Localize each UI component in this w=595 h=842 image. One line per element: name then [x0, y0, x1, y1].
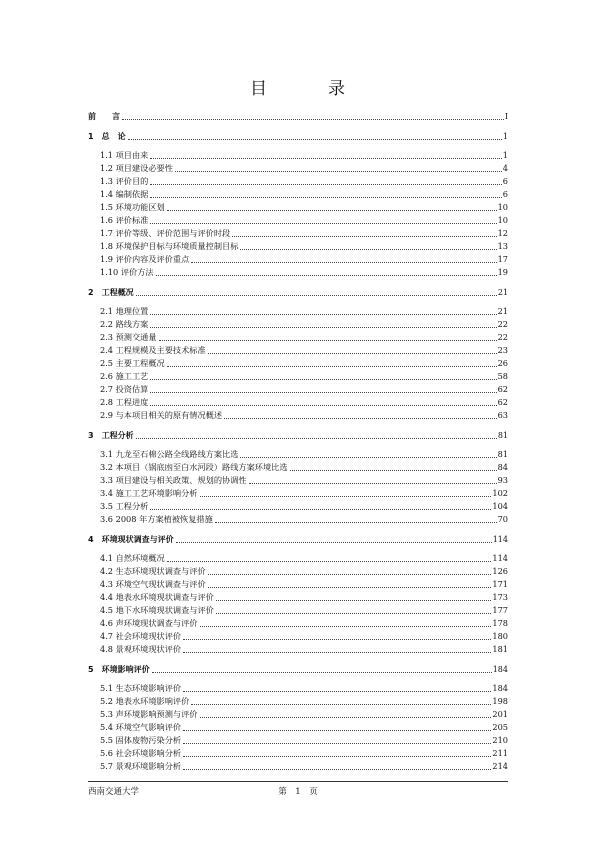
- toc-entry-page: 21: [497, 288, 508, 297]
- toc-dot-leader: [216, 600, 491, 601]
- toc-entry-page: 114: [492, 535, 508, 544]
- toc-dot-leader: [191, 704, 491, 705]
- toc-section-entry[interactable]: [88, 396, 508, 409]
- toc-section-entry[interactable]: [88, 201, 508, 214]
- toc-dot-leader: [249, 483, 497, 484]
- toc-entry-page: 62: [497, 397, 508, 407]
- toc-dot-leader: [191, 262, 496, 263]
- toc-entry-page: 171: [492, 579, 508, 589]
- toc-dot-leader: [290, 470, 497, 471]
- toc-entry-label: 3.6 2008 年方案植被恢复措施: [100, 514, 213, 524]
- toc-entry-page: 181: [492, 644, 508, 654]
- toc-chapter-entry[interactable]: [88, 130, 508, 143]
- toc-entry-label: 5.5 固体废物污染分析: [100, 735, 182, 745]
- toc-entry-label: 2.7 投资估算: [100, 384, 149, 394]
- toc-entry-page: 1: [502, 132, 508, 141]
- toc-entry-label: 1.9 评价内容及评价重点: [100, 254, 190, 264]
- toc-entry-label: 1.6 评价标准: [100, 215, 149, 225]
- toc-section-entry[interactable]: [88, 461, 508, 474]
- toc-dot-leader: [183, 639, 491, 640]
- toc-section-entry[interactable]: [88, 214, 508, 227]
- toc-dot-leader: [150, 405, 496, 406]
- toc-section-entry[interactable]: [88, 500, 508, 513]
- toc-entry-page: 104: [492, 501, 508, 511]
- toc-dot-leader: [208, 587, 492, 588]
- toc-entry-label: 4.8 景观环境现状评价: [100, 644, 182, 654]
- toc-section-entry[interactable]: [88, 643, 508, 656]
- toc-entry-label: 5.1 生态环境影响评价: [100, 683, 182, 693]
- toc-section-entry[interactable]: [88, 682, 508, 695]
- toc-entry-label: 5.6 社会环境影响分析: [100, 748, 182, 758]
- toc-entry-label: 3.1 九龙至石棉公路全线路线方案比选: [100, 449, 239, 459]
- toc-section-entry[interactable]: [88, 253, 508, 266]
- toc-entry-page: 178: [492, 618, 508, 628]
- toc-dot-leader: [183, 652, 491, 653]
- toc-section-entry[interactable]: [88, 513, 508, 526]
- toc-section-entry[interactable]: [88, 734, 508, 747]
- toc-section-entry[interactable]: [88, 695, 508, 708]
- toc-section-entry[interactable]: [88, 760, 508, 773]
- toc-dot-leader: [232, 236, 496, 237]
- toc-entry-label: 4.3 环境空气现状调查与评价: [100, 579, 206, 589]
- toc-entry-label: 5.7 景观环境影响分析: [100, 761, 182, 771]
- toc-section-entry[interactable]: [88, 578, 508, 591]
- toc-dot-leader: [183, 769, 491, 770]
- toc-entry-label: 1.3 评价目的: [100, 176, 149, 186]
- toc-entry-label: 2.9 与本项目相关的原有情况概述: [100, 410, 223, 420]
- toc-section-entry[interactable]: [88, 409, 508, 422]
- toc-entry-page: 13: [497, 241, 508, 251]
- toc-dot-leader: [156, 275, 497, 276]
- toc-entry-label: 2.5 主要工程概况: [100, 358, 165, 368]
- toc-section-entry[interactable]: [88, 227, 508, 240]
- toc-dot-leader: [159, 340, 497, 341]
- toc-section-entry[interactable]: [88, 604, 508, 617]
- toc-dot-leader: [175, 171, 502, 172]
- toc-entry-page: 6: [502, 189, 508, 199]
- toc-entry-page: 22: [497, 319, 508, 329]
- toc-entry-page: 6: [502, 176, 508, 186]
- toc-entry-page: 81: [497, 431, 508, 440]
- toc-entry-label: 2.1 地理位置: [100, 306, 149, 316]
- toc-entry-page: 1: [502, 150, 508, 160]
- toc-entry-page: 114: [492, 553, 508, 563]
- toc-dot-leader: [122, 119, 504, 120]
- toc-section-entry[interactable]: [88, 565, 508, 578]
- page-title: 目 录: [250, 79, 367, 99]
- toc-entry-label: 5.2 地表水环境影响评价: [100, 696, 190, 706]
- toc-section-entry[interactable]: [88, 474, 508, 487]
- toc-entry-page: 58: [497, 371, 508, 381]
- toc-dot-leader: [183, 691, 491, 692]
- toc-section-entry[interactable]: [88, 240, 508, 253]
- toc-entry-label: 1.10 评价方法: [100, 267, 154, 277]
- toc-dot-leader: [200, 626, 492, 627]
- toc-entry-page: 173: [492, 592, 508, 602]
- toc-entry-page: 198: [492, 696, 508, 706]
- toc-dot-leader: [240, 457, 496, 458]
- toc-section-entry[interactable]: [88, 188, 508, 201]
- toc-entry-page: 17: [497, 254, 508, 264]
- toc-section-entry[interactable]: [88, 552, 508, 565]
- toc-entry-page: 63: [497, 410, 508, 420]
- toc-entry-label: 3.4 施工工艺环境影响分析: [100, 488, 198, 498]
- footer-institution: 西南交通大学: [88, 787, 140, 797]
- toc-entry-label: 3.3 项目建设与相关政策、规划的协调性: [100, 475, 247, 485]
- toc-entry-label: 1 总 论: [88, 132, 126, 141]
- toc-dot-leader: [150, 223, 496, 224]
- toc-entry-label: 5 环境影响评价: [88, 665, 150, 674]
- toc-section-entry[interactable]: [88, 149, 508, 162]
- toc-section-entry[interactable]: [88, 487, 508, 500]
- toc-section-entry[interactable]: [88, 331, 508, 344]
- toc-chapter-entry[interactable]: [88, 429, 508, 442]
- toc-entry-label: 4.1 自然环境概况: [100, 553, 165, 563]
- toc-section-entry[interactable]: [88, 708, 508, 721]
- toc-chapter-entry[interactable]: [88, 286, 508, 299]
- toc-entry-label: 2 工程概况: [88, 288, 134, 297]
- toc-entry-page: 177: [492, 605, 508, 615]
- toc-chapter-entry[interactable]: [88, 533, 508, 546]
- toc-dot-leader: [200, 717, 492, 718]
- toc-entry-page: 184: [492, 665, 508, 674]
- toc-entry-label: 前 言: [88, 112, 120, 121]
- toc-entry-page: 210: [492, 735, 508, 745]
- toc-entry-page: 12: [497, 228, 508, 238]
- toc-dot-leader: [216, 613, 491, 614]
- toc-entry-label: 1.7 评价等级、评价范围与评价时段: [100, 228, 231, 238]
- toc-entry-page: 4: [502, 163, 508, 173]
- toc-entry-page: 126: [492, 566, 508, 576]
- toc-section-entry[interactable]: [88, 357, 508, 370]
- toc-dot-leader: [150, 379, 496, 380]
- toc-dot-leader: [150, 197, 501, 198]
- toc-entry-page: 70: [497, 514, 508, 524]
- toc-dot-leader: [183, 756, 491, 757]
- toc-entry-page: 184: [492, 683, 508, 693]
- toc-entry-page: 93: [497, 475, 508, 485]
- toc-entry-label: 5.4 环境空气影响评价: [100, 722, 182, 732]
- toc-section-entry[interactable]: [88, 630, 508, 643]
- toc-section-entry[interactable]: [88, 266, 508, 279]
- toc-dot-leader: [150, 158, 501, 159]
- toc-dot-leader: [176, 542, 492, 543]
- toc-section-entry[interactable]: [88, 370, 508, 383]
- page-footer: [88, 781, 508, 797]
- toc-entry-page: 21: [497, 306, 508, 316]
- toc-dot-leader: [183, 743, 491, 744]
- toc-dot-leader: [152, 672, 492, 673]
- toc-dot-leader: [150, 392, 496, 393]
- toc-dot-leader: [150, 327, 496, 328]
- toc-section-entry[interactable]: [88, 175, 508, 188]
- toc-section-entry[interactable]: [88, 721, 508, 734]
- toc-chapter-entry[interactable]: [88, 110, 508, 123]
- toc-dot-leader: [215, 522, 497, 523]
- toc-dot-leader: [167, 366, 497, 367]
- toc-dot-leader: [150, 184, 501, 185]
- toc-section-entry[interactable]: [88, 344, 508, 357]
- toc-dot-leader: [128, 139, 502, 140]
- toc-dot-leader: [167, 561, 492, 562]
- toc-dot-leader: [136, 438, 497, 439]
- toc-entry-page: 214: [492, 761, 508, 771]
- toc-entry-label: 4.2 生态环境现状调查与评价: [100, 566, 206, 576]
- toc-entry-page: 19: [497, 267, 508, 277]
- toc-section-entry[interactable]: [88, 162, 508, 175]
- toc-dot-leader: [167, 210, 497, 211]
- toc-dot-leader: [208, 574, 492, 575]
- toc-section-entry[interactable]: [88, 747, 508, 760]
- toc-section-entry[interactable]: [88, 305, 508, 318]
- toc-entry-label: 4.6 声环境现状调查与评价: [100, 618, 198, 628]
- toc-entry-label: 1.4 编制依据: [100, 189, 149, 199]
- toc-entry-label: 4.4 地表水环境现状调查与评价: [100, 592, 214, 602]
- toc-entry-page: 23: [497, 345, 508, 355]
- toc-entry-label: 4.5 地下水环境现状调查与评价: [100, 605, 214, 615]
- toc-chapter-entry[interactable]: [88, 663, 508, 676]
- toc-entry-label: 1.1 项目由来: [100, 150, 149, 160]
- toc-entry-label: 4.7 社会环境现状评价: [100, 631, 182, 641]
- footer-page-number: 第 1 页: [278, 787, 318, 797]
- toc-entry-page: 10: [497, 202, 508, 212]
- toc-entry-label: 2.2 路线方案: [100, 319, 149, 329]
- toc-dot-leader: [183, 730, 491, 731]
- toc-section-entry[interactable]: [88, 383, 508, 396]
- table-of-contents: [88, 110, 508, 773]
- toc-dot-leader: [224, 418, 497, 419]
- toc-section-entry[interactable]: [88, 591, 508, 604]
- toc-entry-page: 84: [497, 462, 508, 472]
- toc-entry-label: 4 环境现状调查与评价: [88, 535, 174, 544]
- toc-dot-leader: [136, 295, 497, 296]
- toc-entry-label: 3 工程分析: [88, 431, 134, 440]
- toc-entry-label: 2.4 工程规模及主要技术标准: [100, 345, 206, 355]
- toc-entry-label: 2.6 施工工艺: [100, 371, 149, 381]
- toc-entry-page: 211: [492, 748, 508, 758]
- toc-section-entry[interactable]: [88, 448, 508, 461]
- toc-entry-label: 2.8 工程进度: [100, 397, 149, 407]
- toc-dot-leader: [150, 314, 496, 315]
- toc-entry-label: 1.5 环境功能区划: [100, 202, 165, 212]
- toc-entry-label: 3.2 本项目（锅底凼至白水河段）路线方案环境比选: [100, 462, 288, 472]
- toc-entry-page: I: [504, 112, 508, 121]
- toc-entry-label: 3.5 工程分析: [100, 501, 149, 511]
- toc-entry-page: 26: [497, 358, 508, 368]
- toc-entry-label: 5.3 声环境影响预测与评价: [100, 709, 198, 719]
- toc-dot-leader: [240, 249, 496, 250]
- toc-entry-page: 81: [497, 449, 508, 459]
- toc-dot-leader: [150, 509, 491, 510]
- toc-entry-label: 1.8 环境保护目标与环境质量控制目标: [100, 241, 239, 251]
- toc-entry-label: 2.3 预测交通量: [100, 332, 157, 342]
- toc-entry-page: 62: [497, 384, 508, 394]
- toc-dot-leader: [200, 496, 492, 497]
- toc-entry-label: 1.2 项目建设必要性: [100, 163, 173, 173]
- toc-entry-page: 205: [492, 722, 508, 732]
- toc-entry-page: 102: [492, 488, 508, 498]
- toc-entry-page: 10: [497, 215, 508, 225]
- toc-entry-page: 22: [497, 332, 508, 342]
- toc-section-entry[interactable]: [88, 318, 508, 331]
- toc-section-entry[interactable]: [88, 617, 508, 630]
- toc-entry-page: 201: [492, 709, 508, 719]
- toc-entry-page: 180: [492, 631, 508, 641]
- toc-dot-leader: [208, 353, 497, 354]
